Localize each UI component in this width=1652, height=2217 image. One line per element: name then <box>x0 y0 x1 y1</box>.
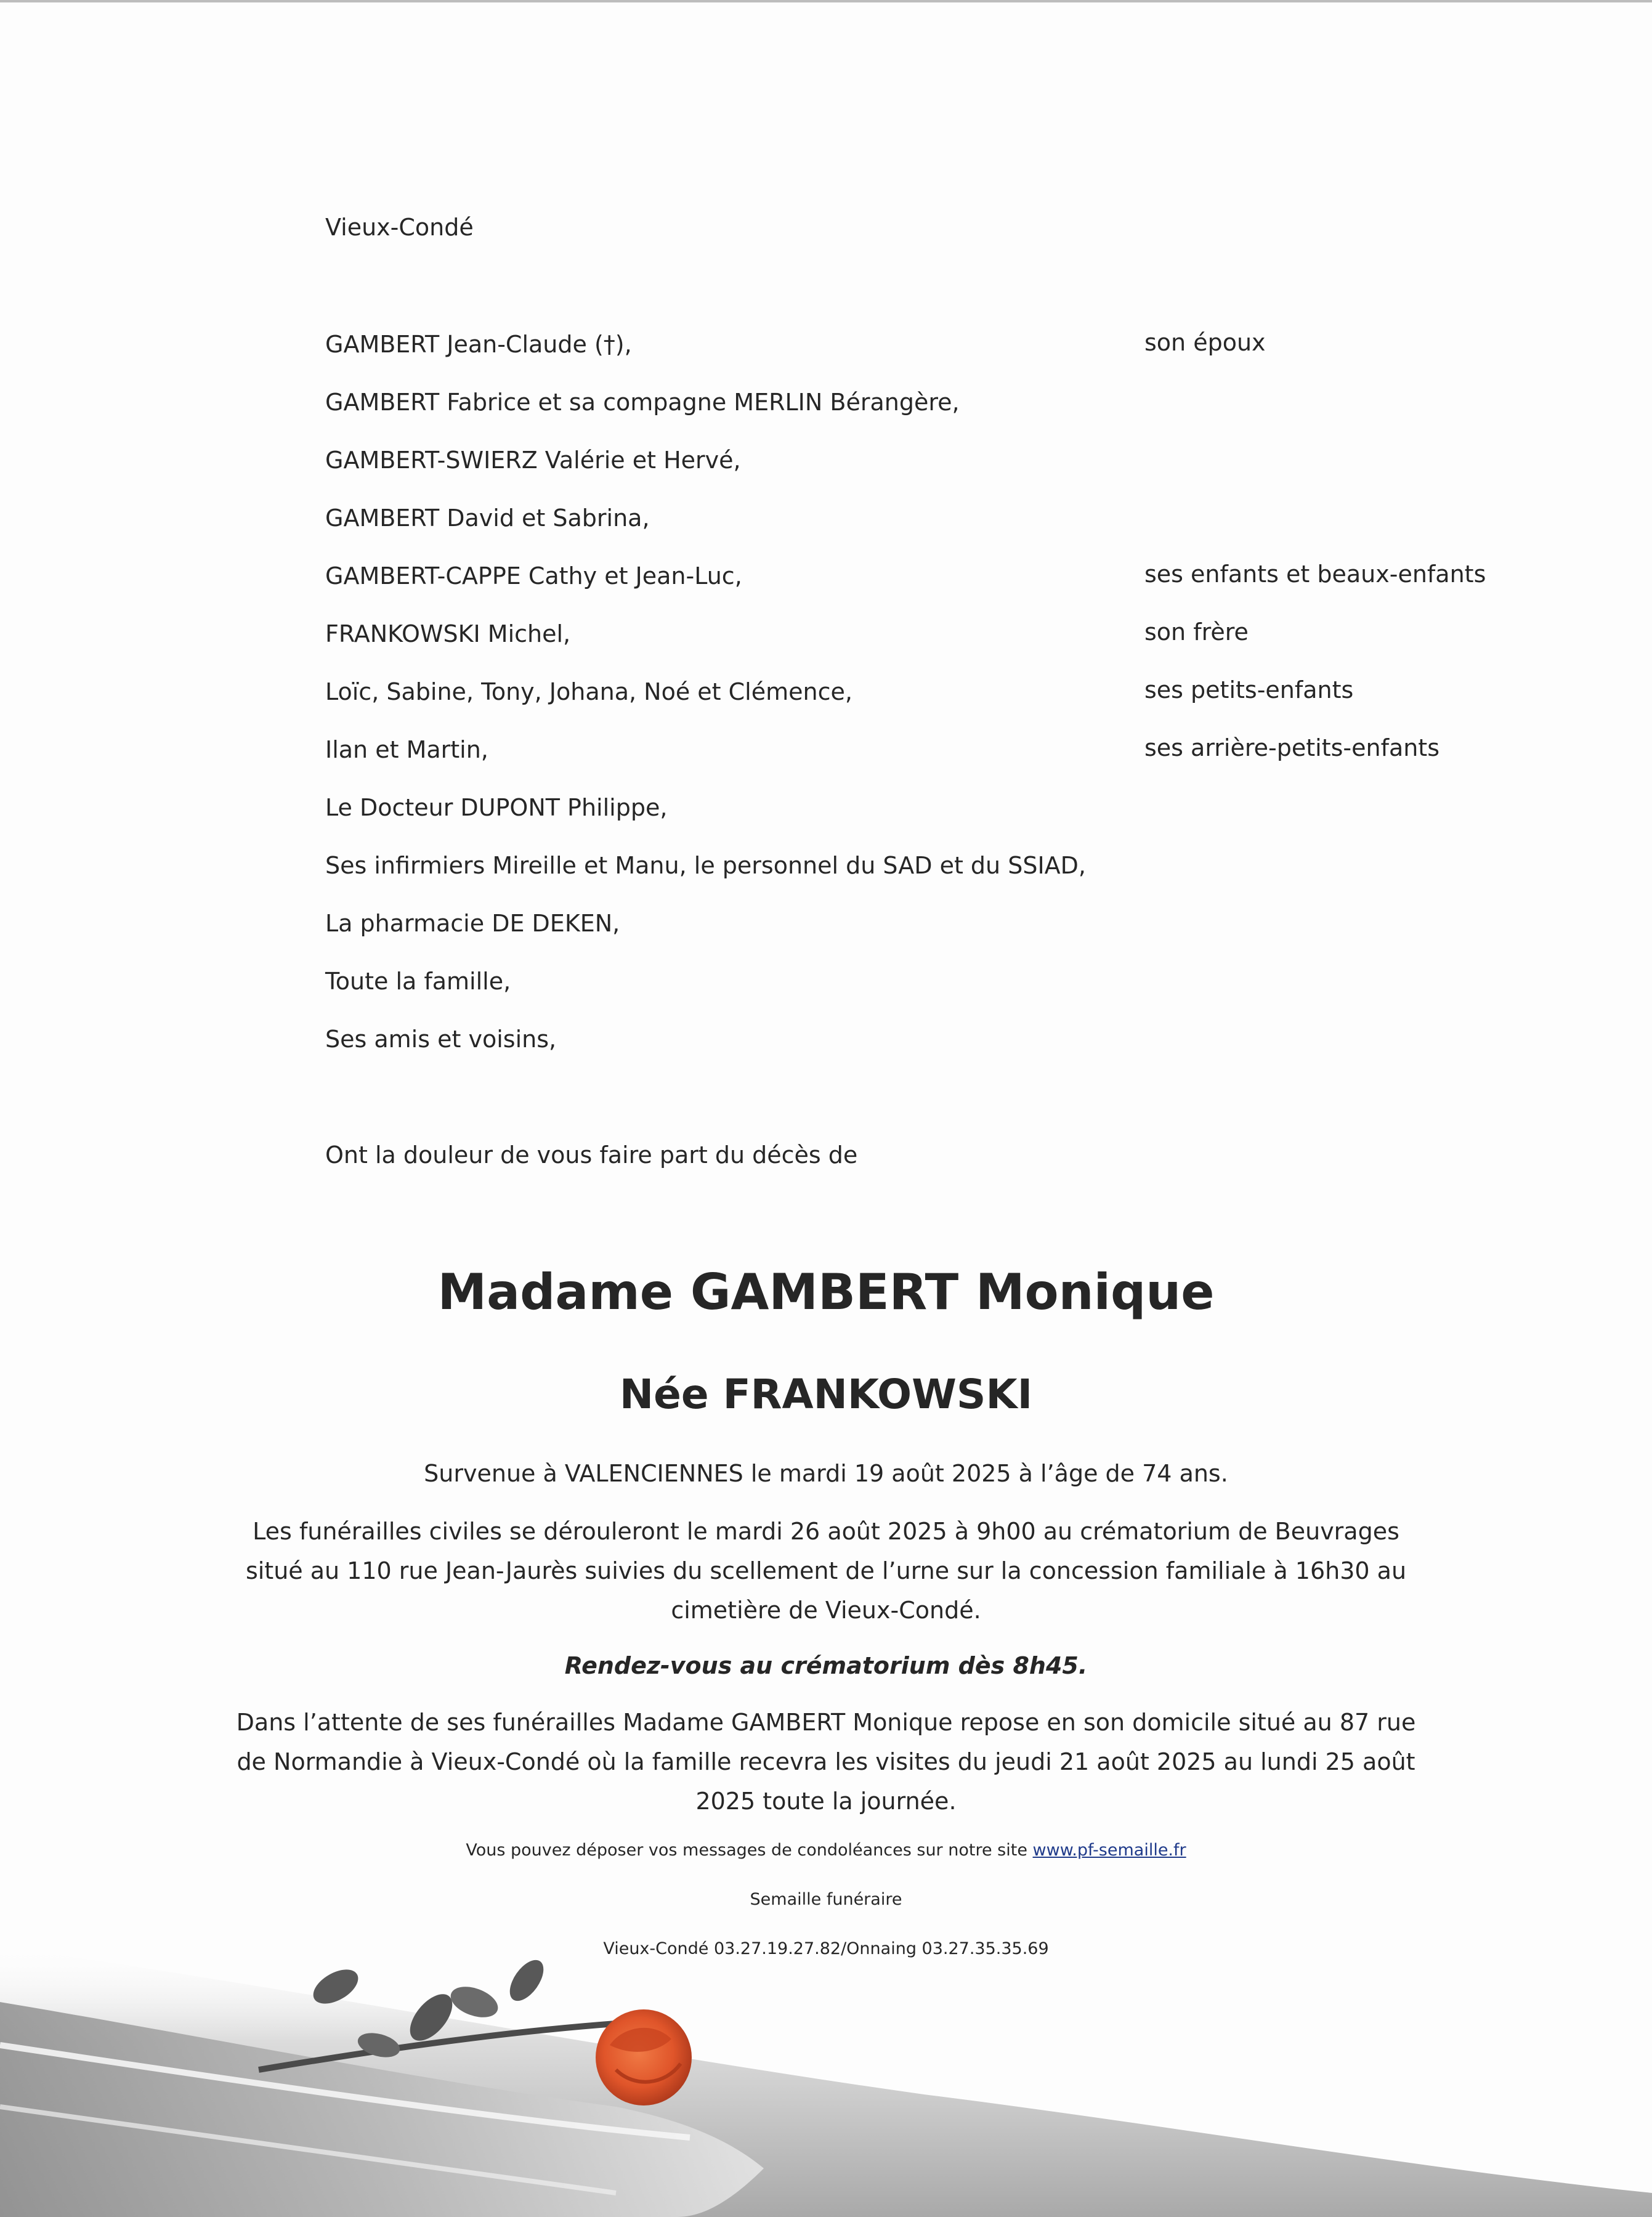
website-link[interactable]: www.pf-semaille.fr <box>1032 1841 1186 1860</box>
company-name: Semaille funéraire <box>750 1890 902 1909</box>
mourner-line: Ilan et Martin, <box>325 736 488 763</box>
mourner-line: GAMBERT-SWIERZ Valérie et Hervé, <box>325 447 741 474</box>
mourner-line: GAMBERT-CAPPE Cathy et Jean-Luc, <box>325 562 742 590</box>
mourner-line: Le Docteur DUPONT Philippe, <box>325 794 668 821</box>
relation-grandchildren: ses petits-enfants <box>1144 676 1354 703</box>
top-border <box>0 0 1652 2</box>
wake-line: de Normandie à Vieux-Condé où la famille recevra les visites du jeudi 21 août 2025 au lundi 25 août <box>237 1748 1415 1775</box>
mourner-line: Ses amis et voisins, <box>325 1026 557 1053</box>
relation-spouse: son époux <box>1144 329 1266 356</box>
company-phones: Vieux-Condé 03.27.19.27.82/Onnaing 03.27.35.35.69 <box>603 1939 1049 1958</box>
rose-beach-image <box>0 1848 1652 2217</box>
mourner-line: GAMBERT Fabrice et sa compagne MERLIN Bérangère, <box>325 389 960 416</box>
announcement-intro: Ont la douleur de vous faire part du décès de <box>325 1141 858 1169</box>
mourner-line: La pharmacie DE DEKEN, <box>325 910 620 937</box>
mourner-line: Toute la famille, <box>325 968 511 995</box>
relation-great-grandchildren: ses arrière-petits-enfants <box>1144 734 1440 761</box>
condolences-text: Vous pouvez déposer vos messages de condoléances sur notre site <box>466 1841 1027 1860</box>
mourner-line: Loïc, Sabine, Tony, Johana, Noé et Clémence, <box>325 678 852 705</box>
rendezvous-note: Rendez-vous au crématorium dès 8h45. <box>564 1652 1088 1679</box>
funeral-line: situé au 110 rue Jean-Jaurès suivies du scellement de l’urne sur la concession familiale à 16h30 au <box>245 1557 1407 1584</box>
funeral-line: cimetière de Vieux-Condé. <box>671 1597 981 1624</box>
place-heading: Vieux-Condé <box>325 214 474 241</box>
wake-line: Dans l’attente de ses funérailles Madame GAMBERT Monique repose en son domicile situé au 87 rue <box>236 1709 1416 1736</box>
wake-line: 2025 toute la journée. <box>695 1788 957 1815</box>
mourner-line: GAMBERT David et Sabrina, <box>325 505 650 532</box>
death-info: Survenue à VALENCIENNES le mardi 19 août 2025 à l’âge de 74 ans. <box>424 1460 1228 1487</box>
relation-children: ses enfants et beaux-enfants <box>1144 561 1486 588</box>
mourner-line: Ses infirmiers Mireille et Manu, le personnel du SAD et du SSIAD, <box>325 852 1086 879</box>
relation-brother: son frère <box>1144 618 1249 646</box>
maiden-name: Née FRANKOWSKI <box>619 1371 1033 1418</box>
deceased-name: Madame GAMBERT Monique <box>437 1263 1215 1321</box>
mourner-line: FRANKOWSKI Michel, <box>325 620 571 647</box>
mourner-line: GAMBERT Jean-Claude (†), <box>325 331 632 358</box>
funeral-line: Les funérailles civiles se dérouleront le mardi 26 août 2025 à 9h00 au crématorium de Beuvrages <box>253 1518 1399 1545</box>
